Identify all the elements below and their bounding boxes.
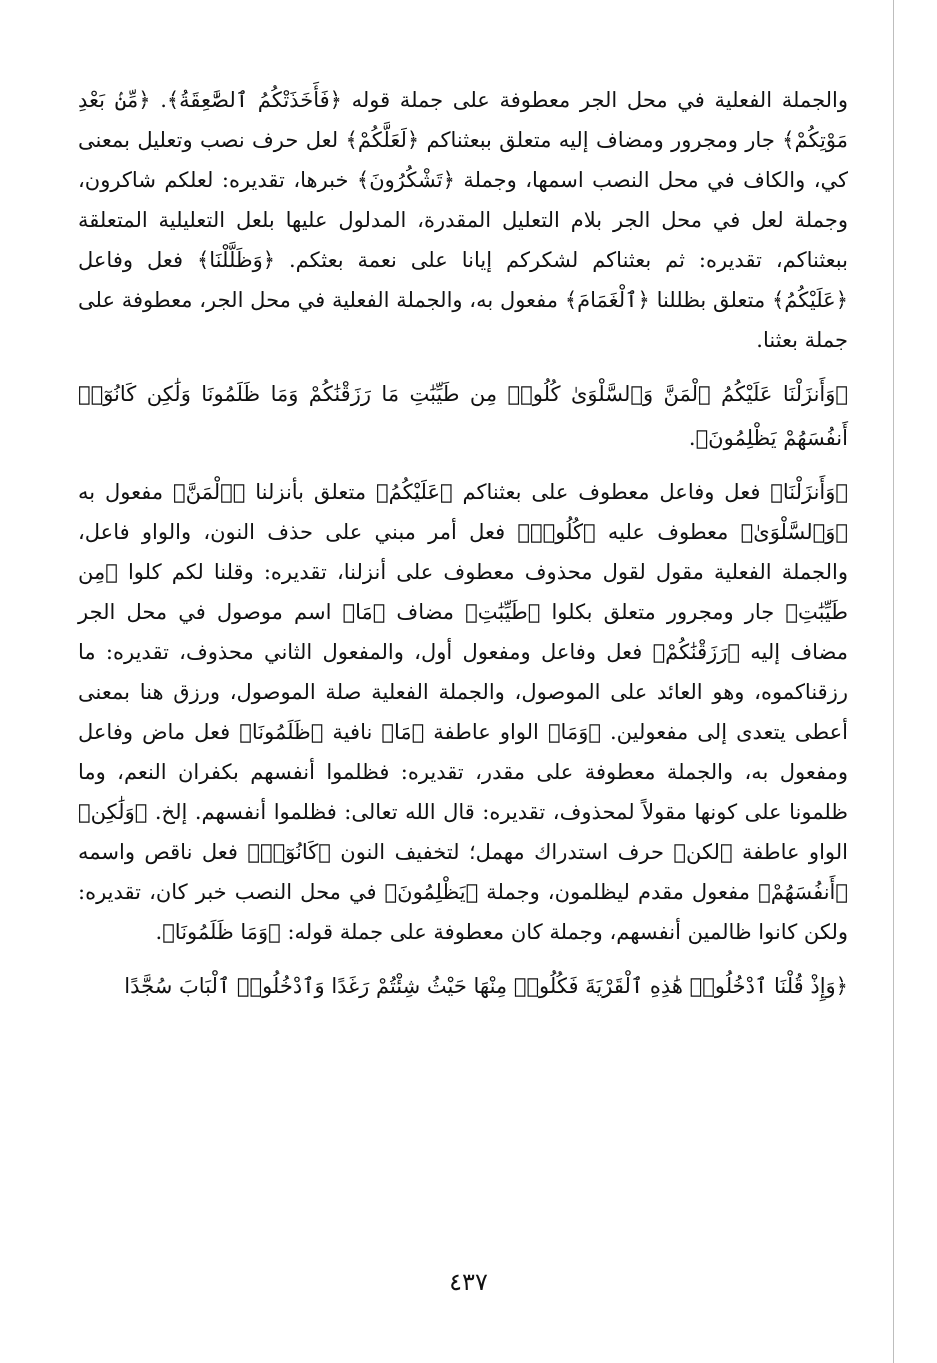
page-body	[78, 80, 848, 1008]
paragraph-verse-2: ﴿وَإِذْ قُلْنَا ٱدْخُلُوا۟ هَٰذِهِ ٱلْقَرْيَةَ فَكُلُوا۟ مِنْهَا حَيْثُ شِئْتُمْ رَغَدًا وَٱدْخُلُوا۟ ٱلْبَابَ سُجَّدًا	[124, 974, 848, 998]
page-edge-line	[893, 0, 894, 1363]
paragraph-commentary-2: ﴿وَأَنزَلْنَا﴾ فعل وفاعل معطوف على بعثناكم ﴿عَلَيْكُمُ﴾ متعلق بأنزلنا ﴿ٱلْمَنَّ﴾ مفعول به ﴿وَٱلسَّلْوَىٰ﴾ معطوف عليه ﴿كُلُوا۟﴾ فعل أمر مبني على حذف النون، والواو فاعل، والجملة الفعلية مقول لقول محذوف معطوف على أنزلنا، تقديره: وقلنا لكم كلوا ﴿مِن طَيِّبَٰتِ﴾ جار ومجرور متعلق بكلوا ﴿طَيِّبَٰتِ﴾ مضاف ﴿مَا﴾ اسم موصول في محل الجر مضاف إليه ﴿رَزَقْنَٰكُمْ﴾ فعل وفاعل ومفعول أول، والمفعول الثاني محذوف، تقديره: ما رزقناكموه، وهو العائد على الموصول، والجملة الفعلية صلة الموصول، ورزق هنا بمعنى أعطى يتعدى إلى مفعولين. ﴿وَمَا﴾ الواو عاطفة ﴿مَا﴾ نافية ﴿ظَلَمُونَا﴾ فعل ماض وفاعل ومفعول به، والجملة معطوفة على مقدر، تقديره: فظلموا أنفسهم بكفران النعم، وما ظلمونا على كونها مقولاً لمحذوف، تقديره: قال الله تعالى: فظلموا أنفسهم. إلخ. ﴿وَلَٰكِن﴾ الواو عاطفة ﴿لكن﴾ حرف استدراك مهمل؛ لتخفيف النون ﴿كَانُوٓا۟﴾ فعل ناقص واسمه ﴿أَنفُسَهُمْ﴾ مفعول مقدم ليظلمون، وجملة ﴿يَظْلِمُونَ﴾ في محل النصب خبر كان، تقديره: ولكن كانوا ظالمين أنفسهم، وجملة كان معطوفة على جملة قوله: ﴿وَمَا ظَلَمُونَا﴾.	[78, 480, 848, 944]
page-number: ٤٣٧	[449, 1268, 488, 1296]
spacer	[78, 460, 848, 472]
spacer	[78, 952, 848, 964]
paragraph-verse-1: ﴿وَأَنزَلْنَا عَلَيْكُمُ ٱلْمَنَّ وَٱلسَّلْوَىٰ كُلُوا۟ مِن طَيِّبَٰتِ مَا رَزَقْنَٰكُمْ وَمَا ظَلَمُونَا وَلَٰكِن كَانُوٓا۟ أَنفُسَهُمْ يَظْلِمُونَ﴾.	[78, 382, 848, 450]
spacer	[78, 360, 848, 372]
paragraph-commentary-1: والجملة الفعلية في محل الجر معطوفة على جملة قوله ﴿فَأَخَذَتْكُمُ ٱلصَّٰعِقَةُ﴾. ﴿مِّنۢ بَعْدِ مَوْتِكُمْ﴾ جار ومجرور ومضاف إليه متعلق ببعثناكم ﴿لَعَلَّكُمْ﴾ لعل حرف نصب وتعليل بمعنى كي، والكاف في محل النصب اسمها، وجملة ﴿تَشْكُرُونَ﴾ خبرها، تقديره: لعلكم شاكرون، وجملة لعل في محل الجر بلام التعليل المقدرة، المدلول عليها بلعل التعليلية المتعلقة ببعثناكم، تقديره: ثم بعثناكم لشكركم إيانا على نعمة بعثكم. ﴿وَظَلَّلْنَا﴾ فعل وفاعل ﴿عَلَيْكُمُ﴾ متعلق بظللنا ﴿ٱلْغَمَامَ﴾ مفعول به، والجملة الفعلية في محل الجر، معطوفة على جملة بعثنا.	[78, 88, 848, 352]
